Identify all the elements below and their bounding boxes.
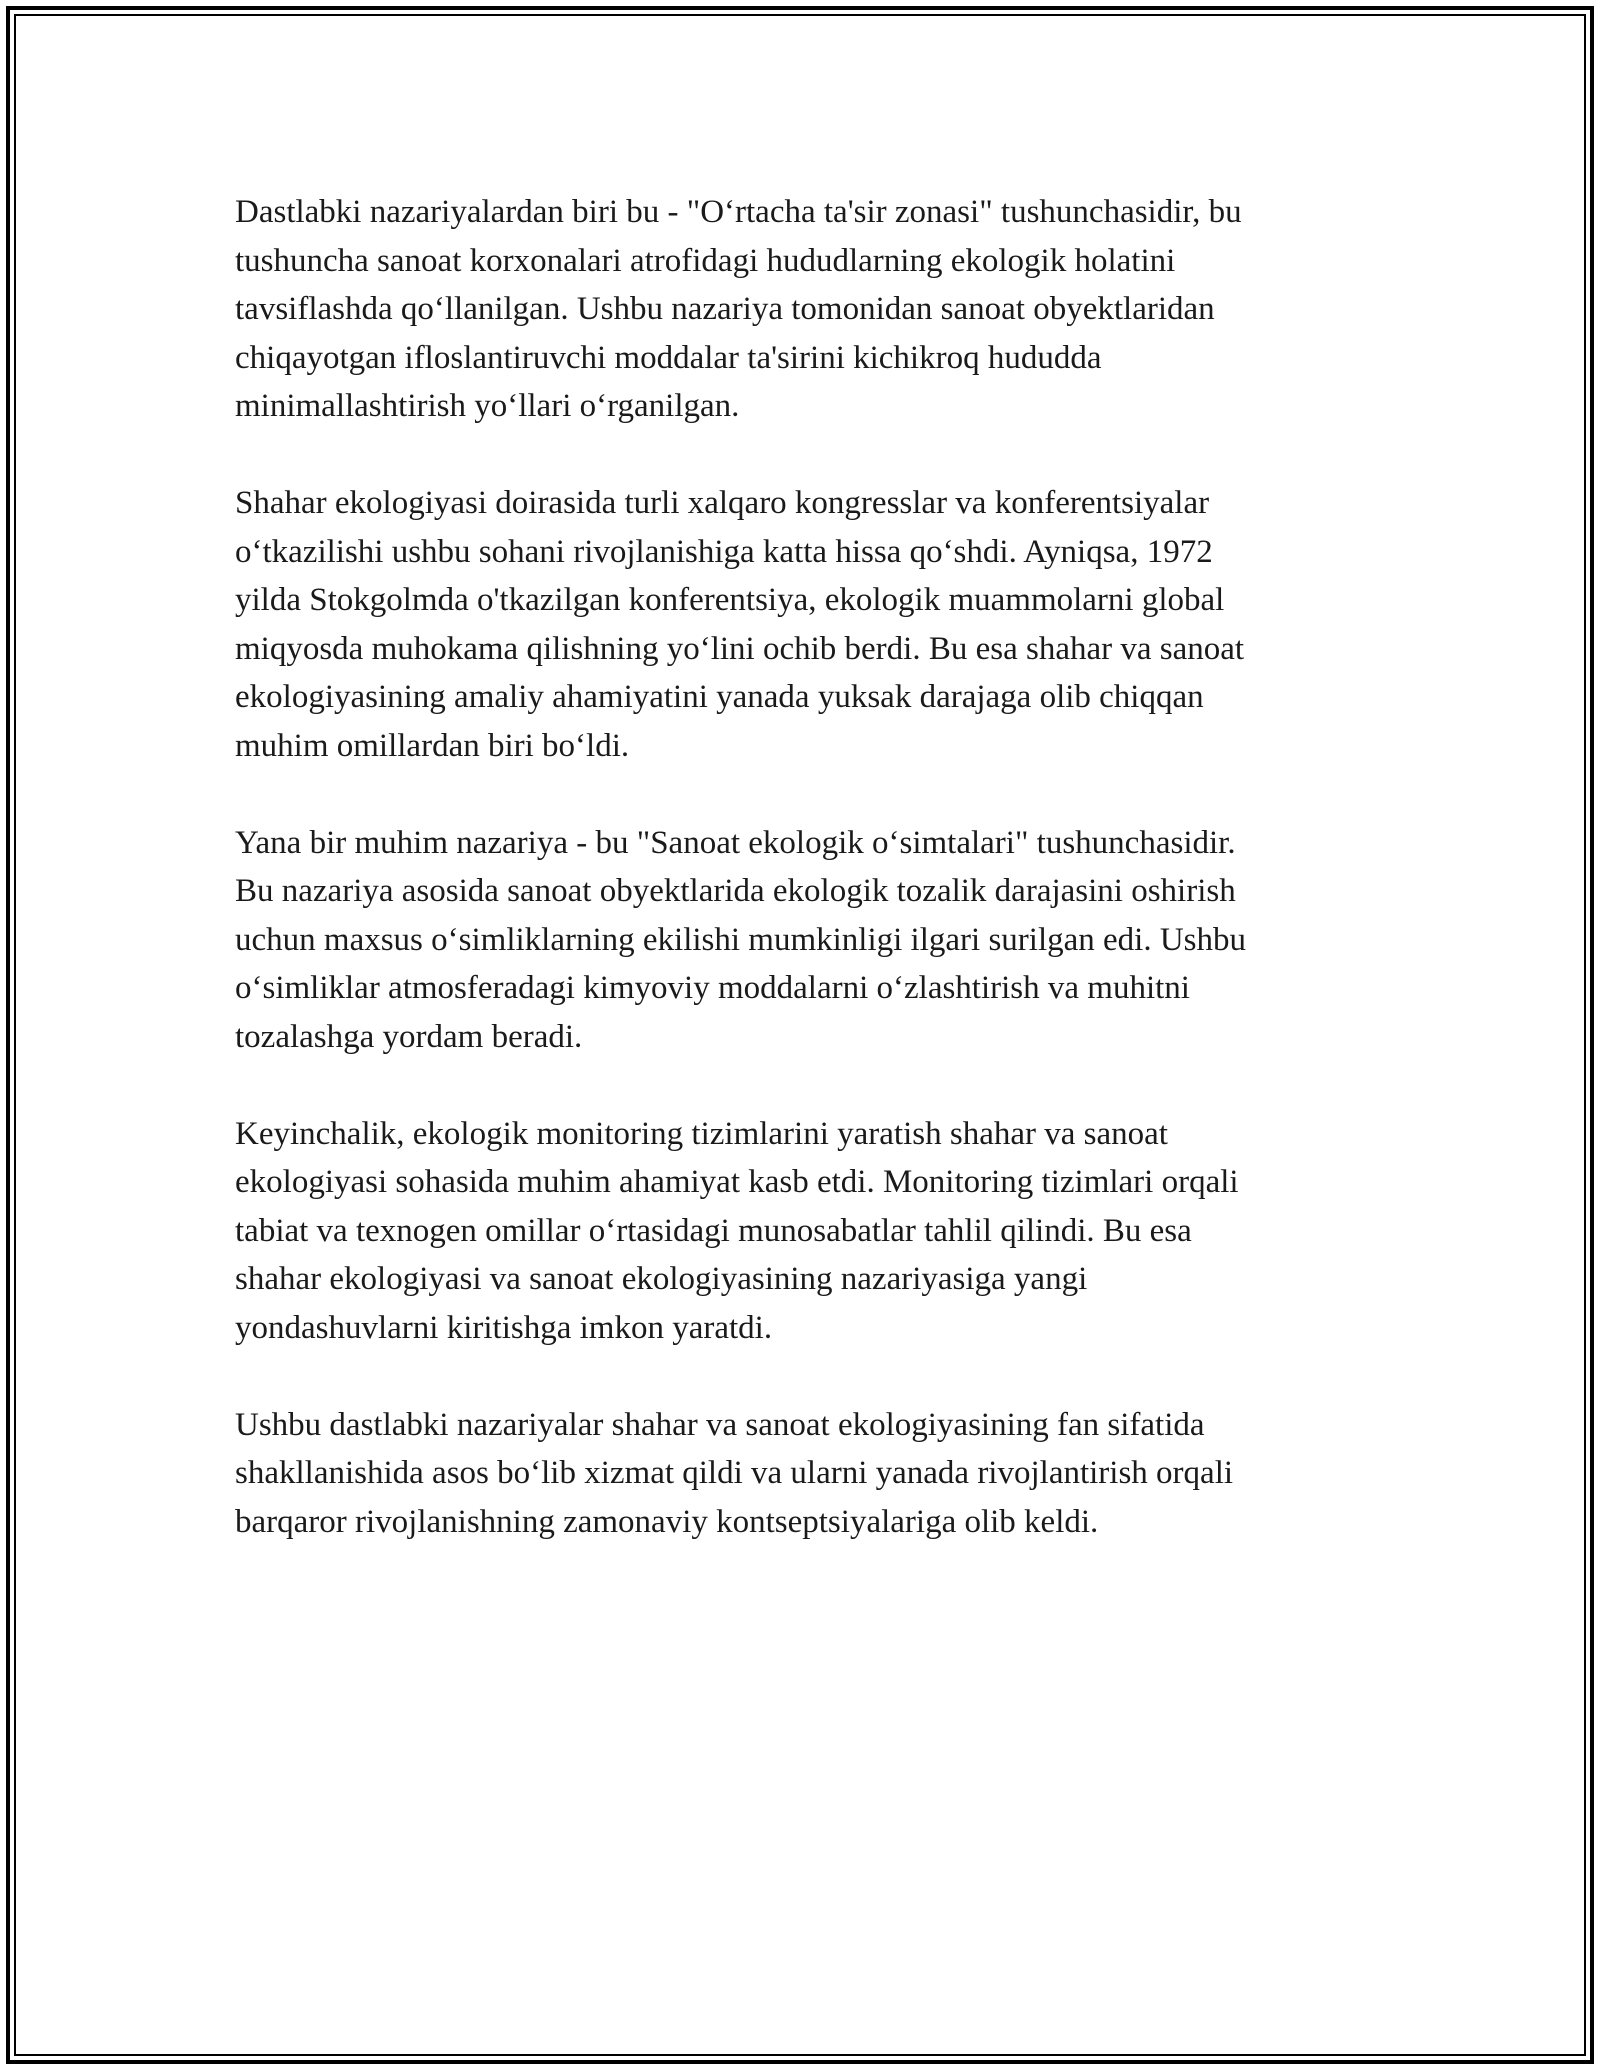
paragraph-5	[235, 1401, 1365, 1547]
paragraph-line: barqaror rivojlanishning zamonaviy kontseptsiyalariga olib keldi.	[235, 1503, 1099, 1540]
paragraph-line: tushuncha sanoat korxonalari atrofidagi hududlarning ekologik holatini	[235, 242, 1176, 279]
paragraph-line: Shahar ekologiyasi doirasida turli xalqaro kongresslar va konferentsiyalar	[235, 485, 1210, 521]
paragraph-line: muhim omillardan biri bo‘ldi.	[235, 727, 630, 764]
paragraph-1	[235, 188, 1365, 431]
paragraph-line: shahar ekologiyasi va sanoat ekologiyasining nazariyasiga yangi	[235, 1261, 1088, 1297]
paragraph-line: minimallashtirish yo‘llari o‘rganilgan.	[235, 388, 740, 424]
paragraph-line: shakllanishida asos bo‘lib xizmat qildi va ularni yanada rivojlantirish orqali	[235, 1455, 1234, 1491]
paragraph-line: Dastlabki nazariyalardan biri bu - "O‘rtacha ta'sir zonasi" tushunchasidir, bu	[235, 194, 1242, 230]
paragraph-line: ekologiyasi sohasida muhim ahamiyat kasb etdi. Monitoring tizimlari orqali	[235, 1164, 1239, 1200]
paragraph-line: uchun maxsus o‘simliklarning ekilishi mumkinligi ilgari surilgan edi. Ushbu	[235, 921, 1246, 958]
paragraph-line: Yana bir muhim nazariya - bu "Sanoat ekologik o‘simtalari" tushunchasidir.	[235, 824, 1236, 861]
paragraph-4	[235, 1110, 1365, 1353]
document-body	[235, 188, 1365, 1595]
paragraph-line: o‘simliklar atmosferadagi kimyoviy moddalarni o‘zlashtirish va muhitni	[235, 970, 1190, 1006]
paragraph-line: tabiat va texnogen omillar o‘rtasidagi munosabatlar tahlil qilindi. Bu esa	[235, 1212, 1192, 1249]
paragraph-line: Ushbu dastlabki nazariyalar shahar va sanoat ekologiyasining fan sifatida	[235, 1406, 1205, 1443]
paragraph-line: yilda Stokgolmda o'tkazilgan konferentsiya, ekologik muammolarni global	[235, 582, 1225, 618]
paragraph-line: chiqayotgan ifloslantiruvchi moddalar ta'sirini kichikroq hududda	[235, 339, 1102, 376]
paragraph-line: miqyosda muhokama qilishning yo‘lini ochib berdi. Bu esa shahar va sanoat	[235, 630, 1245, 667]
paragraph-line: ekologiyasining amaliy ahamiyatini yanada yuksak darajaga olib chiqqan	[235, 679, 1204, 715]
paragraph-line: o‘tkazilishi ushbu sohani rivojlanishiga katta hissa qo‘shdi. Ayniqsa, 1972	[235, 533, 1213, 570]
paragraph-line: Bu nazariya asosida sanoat obyektlarida ekologik tozalik darajasini oshirish	[235, 873, 1236, 909]
paragraph-line: yondashuvlarni kiritishga imkon yaratdi.	[235, 1309, 773, 1346]
paragraph-2	[235, 479, 1365, 770]
paragraph-line: tavsiflashda qo‘llanilgan. Ushbu nazariya tomonidan sanoat obyektlaridan	[235, 291, 1215, 327]
paragraph-line: Keyinchalik, ekologik monitoring tizimlarini yaratish shahar va sanoat	[235, 1115, 1168, 1152]
paragraph-line: tozalashga yordam beradi.	[235, 1018, 583, 1055]
paragraph-3	[235, 819, 1365, 1062]
